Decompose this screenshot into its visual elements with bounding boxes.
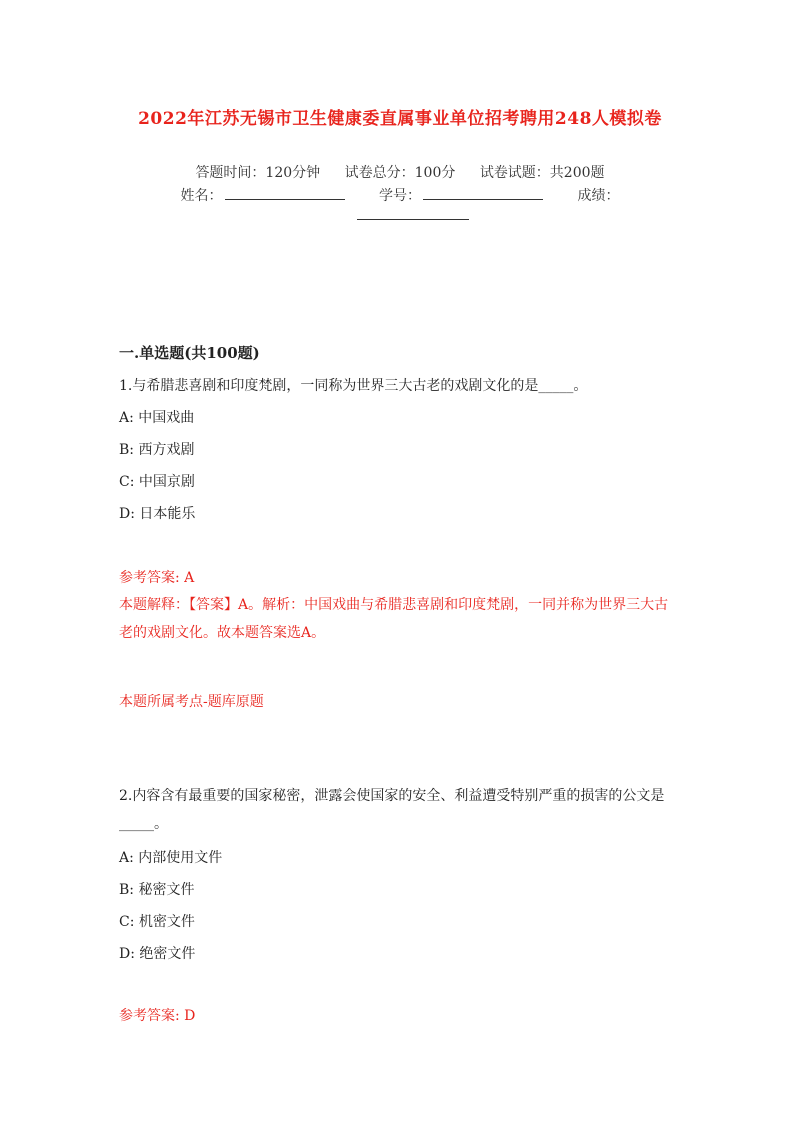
- q1-answer: 参考答案: A: [119, 570, 195, 586]
- id-blank: [423, 187, 543, 200]
- q2-option-a: A: 内部使用文件: [119, 850, 223, 866]
- question-1: 1.与希腊悲喜剧和印度梵剧，一同称为世界三大古老的戏剧文化的是_____。: [119, 378, 588, 394]
- q2-answer: 参考答案: D: [119, 1008, 196, 1024]
- student-info: [0, 185, 800, 205]
- document-title: 2022年江苏无锡市卫生健康委直属事业单位招考聘用248人模拟卷: [138, 109, 662, 129]
- q1-option-c: C: 中国京剧: [119, 474, 195, 490]
- q1-explanation: 本题解释：【答案】A。解析：中国戏曲与希腊悲喜剧和印度梵剧，一同并称为世界三大古老的戏剧文化。故本题答案选A。: [119, 597, 669, 641]
- id-label: 学号：: [379, 188, 421, 204]
- exam-meta: [0, 162, 800, 182]
- grade-blank: [357, 219, 469, 220]
- exam-time: 答题时间：120分钟: [195, 165, 321, 181]
- exam-count: 试卷试题：共200题: [479, 165, 605, 181]
- q1-option-b: B: 西方戏剧: [119, 442, 195, 458]
- q1-option-d: D: 日本能乐: [119, 506, 196, 522]
- q2-option-c: C: 机密文件: [119, 914, 195, 930]
- grade-label: 成绩：: [577, 188, 620, 204]
- section-title: 一.单选题(共100题): [119, 344, 260, 362]
- question-2: 2.内容含有最重要的国家秘密，泄露会使国家的安全、利益遭受特别严重的损害的公文是_____。: [119, 788, 665, 832]
- q2-option-b: B: 秘密文件: [119, 882, 195, 898]
- q2-option-d: D: 绝密文件: [119, 946, 196, 962]
- q1-source: 本题所属考点-题库原题: [119, 694, 264, 710]
- name-label: 姓名：: [180, 188, 223, 204]
- name-blank: [225, 187, 345, 200]
- exam-score: 试卷总分：100分: [344, 165, 456, 181]
- q1-option-a: A: 中国戏曲: [119, 410, 195, 426]
